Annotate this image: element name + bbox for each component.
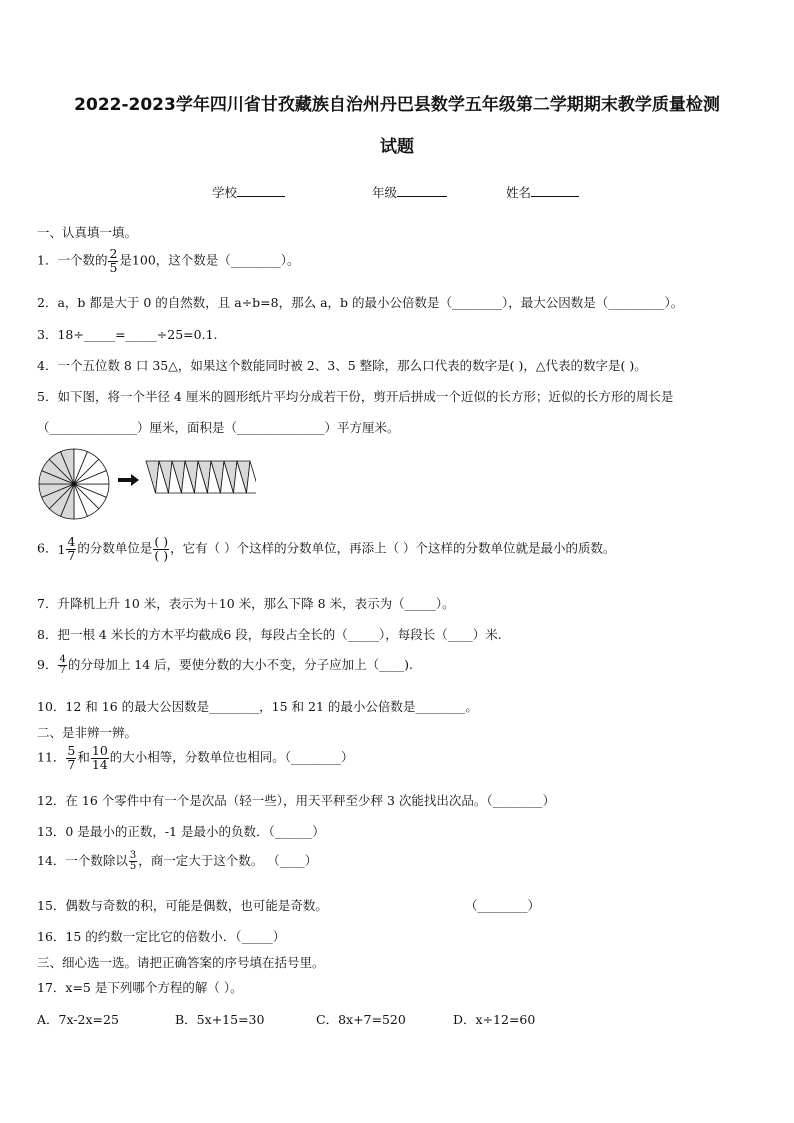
question-17: 17．x=5 是下列哪个方程的解（ ）。 bbox=[37, 980, 243, 995]
question-15-answer: （________） bbox=[465, 898, 541, 913]
option-d: D．x÷12=60 bbox=[453, 1012, 536, 1027]
name-field bbox=[506, 183, 579, 201]
option-a: A．7x-2x=25 bbox=[37, 1012, 119, 1027]
question-5-line1: 5．如下图，将一个半径 4 厘米的圆形纸片平均分成若干份，剪开后拼成一个近似的长方形；近似的长方形的周长是 bbox=[37, 389, 674, 404]
question-5-line2: （______________）厘米，面积是（______________）平方厘米。 bbox=[37, 420, 400, 435]
circle-center bbox=[72, 482, 75, 485]
page-title: 2022-2023学年四川省甘孜藏族自治州丹巴县数学五年级第二学期期末教学质量检测 bbox=[74, 95, 720, 115]
question-13: 13．0 是最小的正数，-1 是最小的负数．（______） bbox=[37, 824, 325, 839]
school-field bbox=[212, 183, 285, 201]
approx-rectangle-diagram bbox=[144, 459, 256, 495]
question-9: 9． $\frac{4}{7}$ 的分母加上 14 后，要使分数的大小不变，分子应加上（____). bbox=[37, 654, 414, 676]
fraction-5-7: $\frac{5}{7}$ bbox=[67, 743, 76, 772]
question-2: 2．a，b 都是大于 0 的自然数，且 a÷b=8，那么 a，b 的最小公倍数是（________），最大公因数是（_________）。 bbox=[37, 295, 684, 310]
fraction-4-7: $\frac{4}{7}$ bbox=[59, 654, 66, 676]
section-heading-3: 三、细心选一选。请把正确答案的序号填在括号里。 bbox=[37, 955, 325, 970]
circle-diagram bbox=[37, 447, 111, 521]
blank-fraction: $\frac{( )}{( )}$ bbox=[154, 534, 169, 563]
fraction-2-5: $\frac{2}{5}$ bbox=[109, 246, 118, 275]
question-3: 3．18÷_____=_____÷25=0.1. bbox=[37, 327, 218, 342]
question-7: 7．升降机上升 10 米，表示为＋10 米，那么下降 8 米，表示为（_____）。 bbox=[37, 596, 455, 611]
fraction-10-14: $\frac{10}{14}$ bbox=[91, 743, 108, 772]
fraction-3-5: $\frac{3}{5}$ bbox=[129, 850, 137, 872]
question-4: 4．一个五位数 8 口 35△，如果这个数能同时被 2、3、5 整除，那么口代表的数字是( )，△代表的数字是( )。 bbox=[37, 358, 647, 373]
grade-field bbox=[372, 183, 447, 201]
question-10: 10．12 和 16 的最大公因数是________，15 和 21 的最小公倍数是________。 bbox=[37, 699, 478, 714]
arrow-icon bbox=[118, 473, 140, 487]
question-16: 16．15 的约数一定比它的倍数小．（_____） bbox=[37, 929, 286, 944]
question-11: 11． $\frac{5}{7}$ 和 $\frac{10}{14}$ 的大小相等，分数单位也相同。（________） bbox=[37, 743, 354, 772]
section-heading-1: 一、认真填一填。 bbox=[37, 225, 138, 240]
school-label: 学校 bbox=[212, 185, 238, 200]
grade-label: 年级 bbox=[372, 185, 398, 200]
question-8: 8．把一根 4 米长的方木平均截成6 段，每段占全长的（_____），每段长（____）米. bbox=[37, 627, 502, 642]
question-12: 12．在 16 个零件中有一个是次品（轻一些），用天平秤至少秤 3 次能找出次品。（________） bbox=[37, 793, 556, 808]
option-b: B．5x+15=30 bbox=[175, 1012, 265, 1027]
page-title-line2: 试题 bbox=[380, 137, 414, 157]
section-heading-2: 二、是非辨一辨。 bbox=[37, 725, 138, 740]
name-label: 姓名 bbox=[506, 185, 532, 200]
question-14: 14．一个数除以 $\frac{3}{5}$ ，商一定大于这个数。 （____） bbox=[37, 850, 318, 872]
option-c: C．8x+7=520 bbox=[316, 1012, 406, 1027]
question-15: 15．偶数与奇数的积，可能是偶数，也可能是奇数。 bbox=[37, 898, 328, 913]
mixed-number-1-4-7: 1 $\frac{4}{7}$ bbox=[57, 534, 76, 563]
question-1: 1．一个数的 $\frac{2}{5}$ 是100，这个数是（________）。 bbox=[37, 246, 300, 275]
question-6: 6． 1 $\frac{4}{7}$ 的分数单位是 $\frac{( )}{( )}$ ，它有（ ）个这样的分数单位，再添上（ ）个这样的分数单位就是最小的质数。 bbox=[37, 534, 616, 563]
